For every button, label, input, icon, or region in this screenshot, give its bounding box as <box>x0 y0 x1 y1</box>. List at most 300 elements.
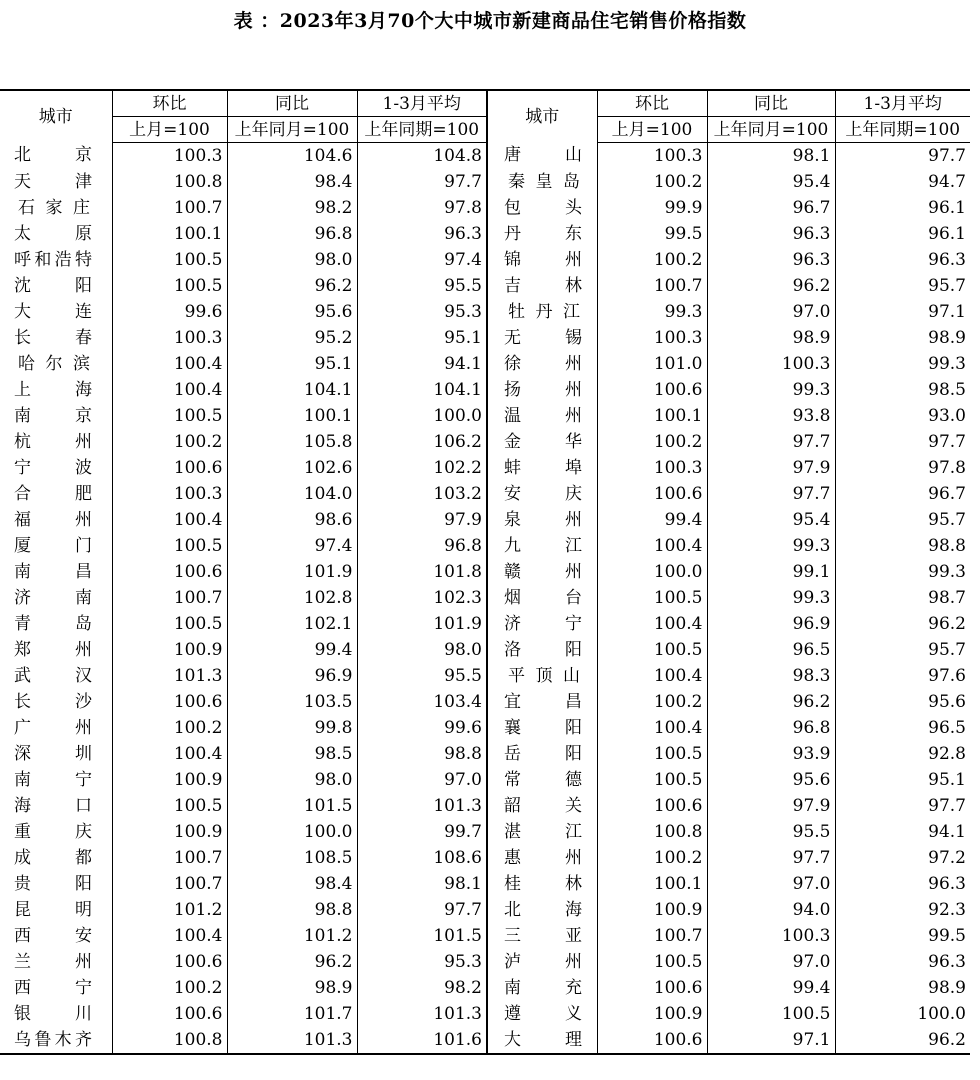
yoy-value-2: 97.1 <box>707 1027 835 1054</box>
mom-value-2: 100.7 <box>597 923 707 949</box>
city-name-2: 唐山 <box>504 145 582 166</box>
city-name: 南京 <box>14 405 92 426</box>
avg-value: 98.2 <box>357 975 487 1001</box>
city-name-2-cell <box>487 611 597 637</box>
mom-value-2: 100.6 <box>597 793 707 819</box>
avg-value: 95.5 <box>357 663 487 689</box>
avg-value-2: 99.3 <box>835 351 970 377</box>
yoy-value-2: 96.3 <box>707 247 835 273</box>
city-name-cell <box>0 273 112 299</box>
city-header-2: 城市 <box>487 90 597 143</box>
yoy-value: 99.8 <box>227 715 357 741</box>
avg-value-2: 97.6 <box>835 663 970 689</box>
table-row <box>0 637 970 663</box>
yoy-value: 100.0 <box>227 819 357 845</box>
table-row <box>0 585 970 611</box>
yoy-value-2: 98.3 <box>707 663 835 689</box>
table-row <box>0 871 970 897</box>
city-name-cell <box>0 455 112 481</box>
city-name-2-cell <box>487 299 597 325</box>
avg-value: 98.1 <box>357 871 487 897</box>
avg-value: 103.2 <box>357 481 487 507</box>
yoy-value: 102.6 <box>227 455 357 481</box>
table-row <box>0 975 970 1001</box>
yoy-value: 95.2 <box>227 325 357 351</box>
city-name: 贵阳 <box>14 873 92 894</box>
yoy-value: 98.0 <box>227 767 357 793</box>
avg-value: 95.1 <box>357 325 487 351</box>
yoy-value: 98.9 <box>227 975 357 1001</box>
yoy-value-2: 98.9 <box>707 325 835 351</box>
avg-value-2: 98.5 <box>835 377 970 403</box>
city-name: 长春 <box>14 327 92 348</box>
city-name-2: 金华 <box>504 431 582 452</box>
yoy-value-2: 100.5 <box>707 1001 835 1027</box>
yoy-value: 103.5 <box>227 689 357 715</box>
mom-value: 100.5 <box>112 793 227 819</box>
mom-value: 100.6 <box>112 1001 227 1027</box>
city-name-2: 洛阳 <box>504 639 582 660</box>
yoy-value: 96.2 <box>227 949 357 975</box>
yoy-value: 101.2 <box>227 923 357 949</box>
city-name-2: 惠州 <box>504 847 582 868</box>
city-name-2-cell <box>487 923 597 949</box>
table-row <box>0 143 970 170</box>
mom-header: 环比 <box>112 90 227 117</box>
avg-value: 101.3 <box>357 793 487 819</box>
city-name-cell <box>0 403 112 429</box>
city-name: 青岛 <box>14 613 92 634</box>
city-name-cell <box>0 871 112 897</box>
city-name-2-cell <box>487 221 597 247</box>
avg-value: 99.6 <box>357 715 487 741</box>
city-name-cell <box>0 507 112 533</box>
mom-value-2: 99.4 <box>597 507 707 533</box>
yoy-value-2: 96.9 <box>707 611 835 637</box>
city-name-2-cell <box>487 195 597 221</box>
yoy-value-2: 97.9 <box>707 455 835 481</box>
table-row <box>0 1001 970 1027</box>
avg-value: 101.6 <box>357 1027 487 1054</box>
mom-value: 100.7 <box>112 585 227 611</box>
yoy-value-2: 96.8 <box>707 715 835 741</box>
city-name-2: 泸州 <box>504 951 582 972</box>
mom-value-2: 100.1 <box>597 871 707 897</box>
mom-base-header: 上月=100 <box>112 117 227 143</box>
avg-value: 98.0 <box>357 637 487 663</box>
city-name-2-cell <box>487 351 597 377</box>
yoy-value-2: 93.9 <box>707 741 835 767</box>
yoy-value-2: 100.3 <box>707 923 835 949</box>
table-row <box>0 949 970 975</box>
city-name-2-cell <box>487 1027 597 1054</box>
mom-value-2: 100.2 <box>597 169 707 195</box>
mom-value-2: 100.2 <box>597 429 707 455</box>
city-name: 西宁 <box>14 977 92 998</box>
city-name-2-cell <box>487 455 597 481</box>
avg-value: 97.7 <box>357 897 487 923</box>
mom-value: 100.2 <box>112 429 227 455</box>
city-name-cell <box>0 819 112 845</box>
city-name-cell <box>0 663 112 689</box>
mom-value: 100.7 <box>112 845 227 871</box>
city-name: 哈尔滨 <box>18 353 90 374</box>
city-name-2: 牡丹江 <box>508 301 580 322</box>
mom-value: 100.5 <box>112 247 227 273</box>
city-name-2: 丹东 <box>504 223 582 244</box>
yoy-value: 95.1 <box>227 351 357 377</box>
avg-value: 94.1 <box>357 351 487 377</box>
table-row <box>0 611 970 637</box>
yoy-value: 104.0 <box>227 481 357 507</box>
mom-value: 100.2 <box>112 975 227 1001</box>
city-name-cell <box>0 923 112 949</box>
city-name-2: 秦皇岛 <box>508 171 580 192</box>
city-name-2-cell <box>487 897 597 923</box>
avg-value: 104.8 <box>357 143 487 170</box>
city-name: 大连 <box>14 301 92 322</box>
mom-value: 100.9 <box>112 767 227 793</box>
mom-value: 101.2 <box>112 897 227 923</box>
city-name-cell <box>0 559 112 585</box>
city-name-2: 锦州 <box>504 249 582 270</box>
yoy-value-2: 96.7 <box>707 195 835 221</box>
table-row <box>0 455 970 481</box>
table-row <box>0 377 970 403</box>
avg-value: 95.3 <box>357 949 487 975</box>
table-row <box>0 481 970 507</box>
avg-value: 97.8 <box>357 195 487 221</box>
yoy-value: 104.1 <box>227 377 357 403</box>
city-name: 武汉 <box>14 665 92 686</box>
yoy-value-2: 97.0 <box>707 949 835 975</box>
city-name-cell <box>0 845 112 871</box>
city-name: 杭州 <box>14 431 92 452</box>
city-name-2: 无锡 <box>504 327 582 348</box>
avg-value-2: 95.7 <box>835 637 970 663</box>
mom-value-2: 100.6 <box>597 1027 707 1054</box>
city-name-2-cell <box>487 741 597 767</box>
mom-value: 100.5 <box>112 533 227 559</box>
avg-value-2: 95.7 <box>835 507 970 533</box>
table-row <box>0 923 970 949</box>
city-name-2-cell <box>487 247 597 273</box>
table-row <box>0 689 970 715</box>
city-name-2-cell <box>487 819 597 845</box>
city-name: 成都 <box>14 847 92 868</box>
avg-value: 106.2 <box>357 429 487 455</box>
city-name: 昆明 <box>14 899 92 920</box>
yoy-value: 108.5 <box>227 845 357 871</box>
yoy-value: 95.6 <box>227 299 357 325</box>
mom-value: 100.6 <box>112 455 227 481</box>
avg-value: 102.2 <box>357 455 487 481</box>
avg-value: 100.0 <box>357 403 487 429</box>
avg-value-2: 96.3 <box>835 247 970 273</box>
city-name-cell <box>0 533 112 559</box>
city-name-2: 赣州 <box>504 561 582 582</box>
yoy-value: 105.8 <box>227 429 357 455</box>
mom-base-header-2: 上月=100 <box>597 117 707 143</box>
header-row-1 <box>0 90 970 117</box>
yoy-value: 101.9 <box>227 559 357 585</box>
avg-value-2: 98.8 <box>835 533 970 559</box>
city-name-2-cell <box>487 273 597 299</box>
mom-value-2: 100.6 <box>597 377 707 403</box>
city-name-cell <box>0 221 112 247</box>
city-name-2-cell <box>487 377 597 403</box>
city-name-2: 宜昌 <box>504 691 582 712</box>
city-name-2-cell <box>487 689 597 715</box>
city-name-2-cell <box>487 481 597 507</box>
avg-value: 104.1 <box>357 377 487 403</box>
mom-value: 100.4 <box>112 377 227 403</box>
city-name-2-cell <box>487 507 597 533</box>
avg-value-2: 95.6 <box>835 689 970 715</box>
city-name-cell <box>0 689 112 715</box>
city-name-cell <box>0 377 112 403</box>
table-row <box>0 741 970 767</box>
city-name: 兰州 <box>14 951 92 972</box>
city-name: 广州 <box>14 717 92 738</box>
mom-value-2: 100.3 <box>597 455 707 481</box>
avg-value: 97.4 <box>357 247 487 273</box>
mom-value-2: 100.5 <box>597 637 707 663</box>
city-name-cell <box>0 351 112 377</box>
city-name-2: 吉林 <box>504 275 582 296</box>
city-name-cell <box>0 1027 112 1054</box>
city-name-cell <box>0 975 112 1001</box>
mom-value: 100.8 <box>112 169 227 195</box>
avg-value: 95.3 <box>357 299 487 325</box>
avg-value-2: 93.0 <box>835 403 970 429</box>
city-name: 合肥 <box>14 483 92 504</box>
city-name: 长沙 <box>14 691 92 712</box>
mom-value-2: 100.4 <box>597 663 707 689</box>
table-row <box>0 897 970 923</box>
mom-value: 100.7 <box>112 195 227 221</box>
avg-value-2: 97.1 <box>835 299 970 325</box>
mom-value: 100.5 <box>112 611 227 637</box>
city-name-cell <box>0 897 112 923</box>
city-name-2: 包头 <box>504 197 582 218</box>
avg-value: 101.8 <box>357 559 487 585</box>
mom-value-2: 100.3 <box>597 325 707 351</box>
city-name-2-cell <box>487 169 597 195</box>
avg-value-2: 95.7 <box>835 273 970 299</box>
city-name-cell <box>0 247 112 273</box>
mom-value: 100.7 <box>112 871 227 897</box>
yoy-value-2: 99.3 <box>707 585 835 611</box>
city-name-2: 韶关 <box>504 795 582 816</box>
city-name-2-cell <box>487 793 597 819</box>
city-name-cell <box>0 767 112 793</box>
avg-value-2: 99.5 <box>835 923 970 949</box>
mom-value: 100.4 <box>112 923 227 949</box>
yoy-value-2: 95.6 <box>707 767 835 793</box>
yoy-value-2: 99.4 <box>707 975 835 1001</box>
table-row <box>0 819 970 845</box>
city-name-2: 济宁 <box>504 613 582 634</box>
city-name: 深圳 <box>14 743 92 764</box>
yoy-value: 98.4 <box>227 169 357 195</box>
avg-value-2: 95.1 <box>835 767 970 793</box>
table-row <box>0 351 970 377</box>
yoy-value-2: 96.5 <box>707 637 835 663</box>
city-header: 城市 <box>0 90 112 143</box>
mom-value: 100.4 <box>112 351 227 377</box>
price-index-table <box>0 89 970 1055</box>
mom-value-2: 99.3 <box>597 299 707 325</box>
city-name-cell <box>0 169 112 195</box>
mom-value: 100.8 <box>112 1027 227 1054</box>
table-body <box>0 143 970 1055</box>
city-name-2: 九江 <box>504 535 582 556</box>
city-name-2-cell <box>487 1001 597 1027</box>
yoy-value: 98.4 <box>227 871 357 897</box>
avg-value-2: 97.7 <box>835 429 970 455</box>
city-name-cell <box>0 481 112 507</box>
avg-value: 95.5 <box>357 273 487 299</box>
mom-value-2: 99.9 <box>597 195 707 221</box>
city-name: 乌鲁木齐 <box>14 1029 92 1050</box>
avg-value: 97.9 <box>357 507 487 533</box>
avg-value-2: 92.3 <box>835 897 970 923</box>
city-name-2-cell <box>487 663 597 689</box>
table-row <box>0 845 970 871</box>
city-name-2: 常德 <box>504 769 582 790</box>
city-name-2: 温州 <box>504 405 582 426</box>
yoy-value-2: 95.4 <box>707 169 835 195</box>
yoy-value-2: 96.2 <box>707 273 835 299</box>
mom-value: 101.3 <box>112 663 227 689</box>
city-name-2: 泉州 <box>504 509 582 530</box>
city-name: 西安 <box>14 925 92 946</box>
avg-base-header-2: 上年同期=100 <box>835 117 970 143</box>
table-row <box>0 403 970 429</box>
avg-value: 98.8 <box>357 741 487 767</box>
yoy-value-2: 93.8 <box>707 403 835 429</box>
avg-value-2: 94.1 <box>835 819 970 845</box>
mom-value-2: 100.4 <box>597 611 707 637</box>
avg-value: 96.3 <box>357 221 487 247</box>
mom-value-2: 100.3 <box>597 143 707 170</box>
avg-value: 108.6 <box>357 845 487 871</box>
avg-value-2: 96.2 <box>835 611 970 637</box>
city-name-cell <box>0 195 112 221</box>
avg-value: 102.3 <box>357 585 487 611</box>
avg-value-2: 97.7 <box>835 143 970 170</box>
city-name: 呼和浩特 <box>14 249 92 270</box>
yoy-value-2: 98.1 <box>707 143 835 170</box>
yoy-value: 98.8 <box>227 897 357 923</box>
yoy-value-2: 95.4 <box>707 507 835 533</box>
mom-value: 100.2 <box>112 715 227 741</box>
city-name-cell <box>0 715 112 741</box>
mom-value-2: 100.2 <box>597 247 707 273</box>
city-name-2: 襄阳 <box>504 717 582 738</box>
mom-value-2: 100.5 <box>597 767 707 793</box>
avg-value: 103.4 <box>357 689 487 715</box>
mom-value: 100.3 <box>112 481 227 507</box>
mom-value-2: 100.8 <box>597 819 707 845</box>
avg-value-2: 97.2 <box>835 845 970 871</box>
city-name-2-cell <box>487 559 597 585</box>
yoy-value-2: 97.7 <box>707 845 835 871</box>
table-row <box>0 559 970 585</box>
mom-value-2: 100.5 <box>597 949 707 975</box>
avg-value-2: 97.8 <box>835 455 970 481</box>
yoy-header: 同比 <box>227 90 357 117</box>
yoy-value-2: 97.0 <box>707 299 835 325</box>
mom-value: 100.3 <box>112 325 227 351</box>
avg-value-2: 96.1 <box>835 221 970 247</box>
city-name-2-cell <box>487 429 597 455</box>
mom-value-2: 100.2 <box>597 845 707 871</box>
yoy-value: 98.5 <box>227 741 357 767</box>
mom-value-2: 100.6 <box>597 481 707 507</box>
avg-value-2: 96.3 <box>835 949 970 975</box>
yoy-value-2: 97.0 <box>707 871 835 897</box>
mom-value-2: 100.9 <box>597 1001 707 1027</box>
yoy-value-2: 96.2 <box>707 689 835 715</box>
city-name-cell <box>0 611 112 637</box>
yoy-value: 100.1 <box>227 403 357 429</box>
city-name: 太原 <box>14 223 92 244</box>
table-row <box>0 195 970 221</box>
avg-value-2: 96.1 <box>835 195 970 221</box>
yoy-value-2: 99.1 <box>707 559 835 585</box>
city-name-cell <box>0 637 112 663</box>
mom-value-2: 101.0 <box>597 351 707 377</box>
city-name: 郑州 <box>14 639 92 660</box>
yoy-value: 99.4 <box>227 637 357 663</box>
city-name-cell <box>0 429 112 455</box>
city-name-2: 遵义 <box>504 1003 582 1024</box>
city-name: 厦门 <box>14 535 92 556</box>
city-name-cell <box>0 585 112 611</box>
avg-value: 97.0 <box>357 767 487 793</box>
mom-value-2: 100.4 <box>597 715 707 741</box>
table-row <box>0 793 970 819</box>
mom-value: 100.9 <box>112 637 227 663</box>
mom-value-2: 100.9 <box>597 897 707 923</box>
city-name: 济南 <box>14 587 92 608</box>
city-name-2: 桂林 <box>504 873 582 894</box>
city-name-2: 三亚 <box>504 925 582 946</box>
mom-value-2: 100.0 <box>597 559 707 585</box>
table-row <box>0 767 970 793</box>
yoy-value: 98.0 <box>227 247 357 273</box>
yoy-value: 102.8 <box>227 585 357 611</box>
city-name: 重庆 <box>14 821 92 842</box>
table-row <box>0 169 970 195</box>
city-name-2: 徐州 <box>504 353 582 374</box>
avg-value: 101.3 <box>357 1001 487 1027</box>
yoy-value: 98.2 <box>227 195 357 221</box>
city-name-2-cell <box>487 975 597 1001</box>
city-name-cell <box>0 299 112 325</box>
yoy-value: 98.6 <box>227 507 357 533</box>
city-name-2-cell <box>487 533 597 559</box>
city-name-2: 湛江 <box>504 821 582 842</box>
mom-value-2: 100.5 <box>597 585 707 611</box>
city-name-cell <box>0 741 112 767</box>
city-name-2-cell <box>487 845 597 871</box>
avg-header-2: 1-3月平均 <box>835 90 970 117</box>
city-name-2-cell <box>487 949 597 975</box>
city-name: 南昌 <box>14 561 92 582</box>
